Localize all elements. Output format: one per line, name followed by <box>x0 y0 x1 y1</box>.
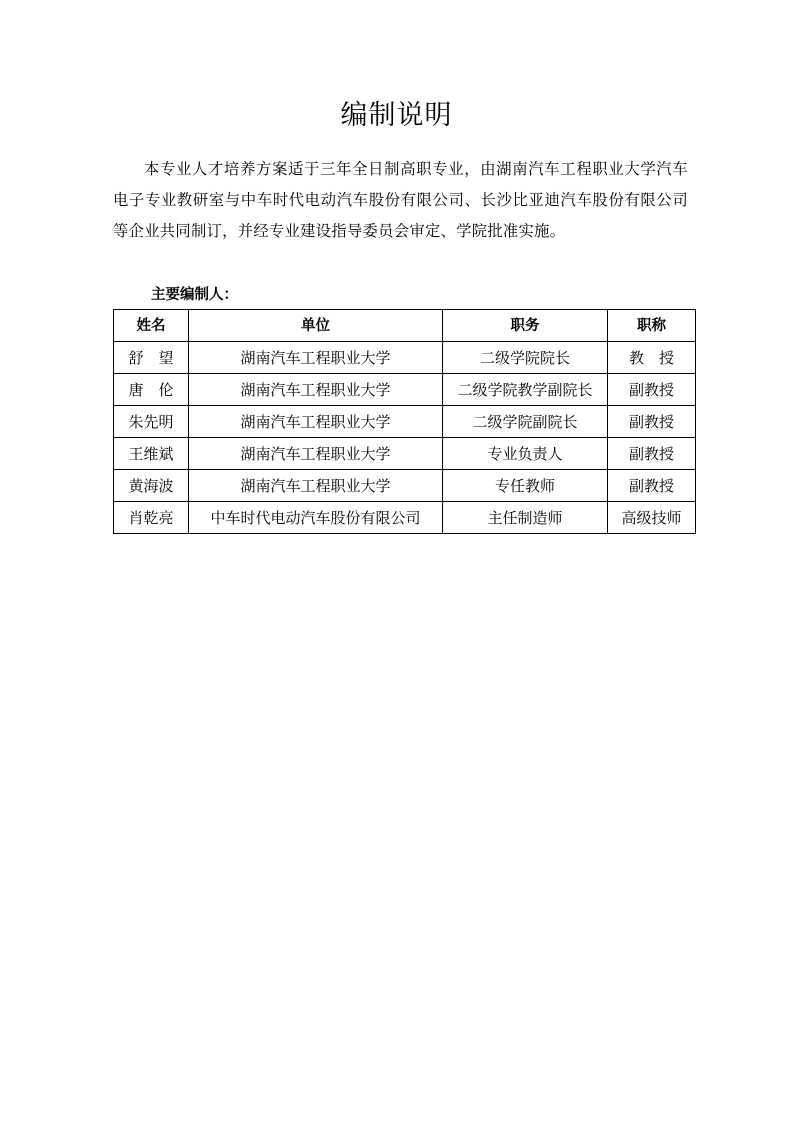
cell-position: 专业负责人 <box>443 438 608 470</box>
cell-position: 二级学院副院长 <box>443 406 608 438</box>
table-header-row <box>114 310 696 342</box>
cell-organization: 中车时代电动汽车股份有限公司 <box>189 502 443 534</box>
header-organization: 单位 <box>189 310 443 342</box>
table-row <box>114 502 696 534</box>
cell-position: 二级学院院长 <box>443 342 608 374</box>
cell-position: 二级学院教学副院长 <box>443 374 608 406</box>
editors-heading: 主要编制人： <box>151 287 238 303</box>
cell-title: 副教授 <box>608 374 696 406</box>
cell-organization: 湖南汽车工程职业大学 <box>189 374 443 406</box>
header-title: 职称 <box>608 310 696 342</box>
editors-table <box>113 309 696 534</box>
cell-title: 高级技师 <box>608 502 696 534</box>
table-row <box>114 470 696 502</box>
page-title: 编制说明 <box>340 100 453 131</box>
cell-position: 专任教师 <box>443 470 608 502</box>
table-row <box>114 374 696 406</box>
cell-name: 黄海波 <box>114 470 189 502</box>
cell-name: 唐 伦 <box>114 374 189 406</box>
cell-name: 肖乾亮 <box>114 502 189 534</box>
header-position: 职务 <box>443 310 608 342</box>
cell-title: 副教授 <box>608 470 696 502</box>
header-name: 姓名 <box>114 310 189 342</box>
table-row <box>114 438 696 470</box>
cell-organization: 湖南汽车工程职业大学 <box>189 470 443 502</box>
cell-title: 教 授 <box>608 342 696 374</box>
cell-name: 舒 望 <box>114 342 189 374</box>
cell-organization: 湖南汽车工程职业大学 <box>189 406 443 438</box>
cell-position: 主任制造师 <box>443 502 608 534</box>
cell-title: 副教授 <box>608 438 696 470</box>
cell-name: 朱先明 <box>114 406 189 438</box>
cell-name: 王维斌 <box>114 438 189 470</box>
cell-organization: 湖南汽车工程职业大学 <box>189 342 443 374</box>
intro-paragraph: 本专业人才培养方案适于三年全日制高职专业，由湖南汽车工程职业大学汽车电子专业教研室与中车时代电动汽车股份有限公司、长沙比亚迪汽车股份有限公司等企业共同制订，并经专业建设指导委员会审定、学院批准实施。 <box>113 160 688 240</box>
cell-organization: 湖南汽车工程职业大学 <box>189 438 443 470</box>
table-row <box>114 342 696 374</box>
table-row <box>114 406 696 438</box>
cell-title: 副教授 <box>608 406 696 438</box>
